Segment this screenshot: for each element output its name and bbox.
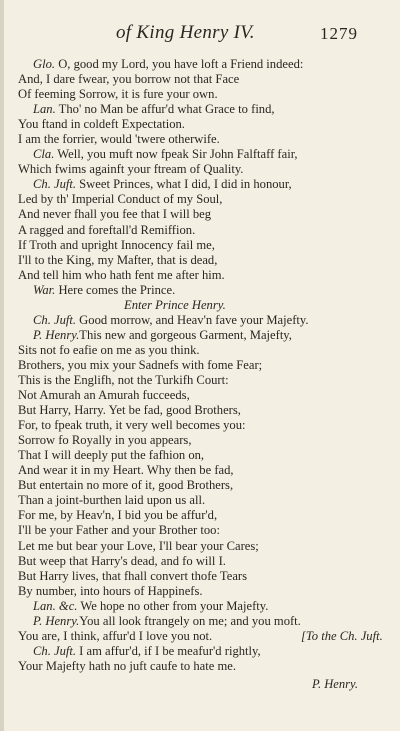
verse-text: Sweet Princes, what I did, I did in honour, <box>76 177 292 192</box>
verse-line <box>18 388 390 403</box>
verse-text: Let me but bear your Love, I'll bear your Cares; <box>18 538 259 553</box>
verse-text: Well, you muft now fpeak Sir John Falftaff fair, <box>54 147 298 162</box>
verse-line <box>18 523 390 538</box>
verse-line <box>18 448 390 463</box>
verse-text: And wear it in my Heart. Why then be fad, <box>18 463 234 478</box>
verse-text: By number, into hours of Happinefs. <box>18 583 203 598</box>
verse-line <box>18 554 390 569</box>
verse-line <box>18 238 390 253</box>
page-number: 1279 <box>320 24 358 43</box>
speaker-name: Lan. &c. <box>33 598 78 613</box>
verse-text: Sits not fo eafie on me as you think. <box>18 342 200 357</box>
verse-line <box>18 162 390 177</box>
speaker-name: Ch. Juft. <box>33 643 77 658</box>
page-header <box>0 22 400 48</box>
verse-text: That I will deeply put the fafhion on, <box>18 448 205 463</box>
verse-line <box>18 207 390 222</box>
verse-text: Not Amurah an Amurah fucceeds, <box>18 388 190 403</box>
verse-text: Good morrow, and Heav'n fave your Majefty. <box>76 312 309 327</box>
verse-text: Sorrow fo Royally in you appears, <box>18 433 192 448</box>
stage-direction <box>18 298 390 313</box>
verse-line <box>18 403 390 418</box>
verse-line <box>18 539 390 554</box>
verse-line <box>18 418 390 433</box>
verse-text: Here comes the Prince. <box>55 282 176 297</box>
verse-text: But Harry lives, that fhall convert thofe Tears <box>18 568 247 583</box>
verse-text: For me, by Heav'n, I bid you be affur'd, <box>18 508 218 523</box>
running-title: of King Henry IV. <box>116 22 255 43</box>
verse-line <box>18 508 390 523</box>
verse-text: We hope no other from your Majefty. <box>77 598 269 613</box>
verse-line <box>18 569 390 584</box>
verse-text: Than a joint-burthen laid upon us all. <box>18 493 206 508</box>
verse-text: And tell him who hath fent me after him. <box>18 267 225 282</box>
verse-line <box>18 584 390 599</box>
verse-text: You are, I think, affur'd I love you not. <box>18 628 213 643</box>
verse-line <box>18 599 390 614</box>
verse-line <box>18 644 390 659</box>
stage-direction-text: Enter Prince Henry. <box>124 297 226 312</box>
verse-line <box>18 147 390 162</box>
verse-line <box>18 283 390 298</box>
verse-text: And, I dare fwear, you borrow not that Face <box>18 72 240 87</box>
verse-line <box>18 313 390 328</box>
verse-text: You all look ftrangely on me; and you moft. <box>79 613 301 628</box>
verse-line <box>18 659 390 674</box>
verse-line <box>18 117 390 132</box>
verse-line <box>18 614 390 629</box>
verse-text: Brothers, you mix your Sadnefs with fome Fear; <box>18 357 263 372</box>
verse-text: I'll to the King, my Mafter, that is dead, <box>18 252 218 267</box>
verse-line <box>18 373 390 388</box>
speaker-name: War. <box>33 282 56 297</box>
verse-text: If Troth and upright Innocency fail me, <box>18 237 215 252</box>
verse-line <box>18 57 390 72</box>
verse-line <box>18 192 390 207</box>
verse-line <box>18 493 390 508</box>
verse-text: But weep that Harry's dead, and fo will I. <box>18 553 226 568</box>
verse-line <box>18 463 390 478</box>
verse-line <box>18 629 390 644</box>
verse-text: But Harry, Harry. Yet be fad, good Brothers, <box>18 403 241 418</box>
speaker-name: P. Henry. <box>33 613 80 628</box>
verse-text: Tho' no Man be affur'd what Grace to find, <box>55 102 275 117</box>
verse-line <box>18 358 390 373</box>
verse-line <box>18 478 390 493</box>
verse-line <box>18 433 390 448</box>
verse-text: I'll be your Father and your Brother too: <box>18 523 220 538</box>
verse-line <box>18 223 390 238</box>
aside-stage-direction: [To the Ch. Juft. <box>301 628 383 643</box>
verse-text: Led by th' Imperial Conduct of my Soul, <box>18 192 223 207</box>
speaker-name: Ch. Juft. <box>33 177 77 192</box>
verse-text: Which fwims againft your ftream of Quality. <box>18 162 244 177</box>
verse-text: This is the Englifh, not the Turkifh Court: <box>18 372 229 387</box>
verse-line <box>18 177 390 192</box>
speaker-name: Glo. <box>33 57 56 71</box>
verse-text: I am the forrier, would 'twere otherwife. <box>18 132 220 147</box>
speaker-name: P. Henry. <box>33 327 80 342</box>
verse-line <box>18 102 390 117</box>
verse-line <box>18 72 390 87</box>
verse-line <box>18 132 390 147</box>
verse-text: A ragged and foreftall'd Remiffion. <box>18 222 196 237</box>
play-text <box>18 57 390 674</box>
page-binding-edge <box>0 0 4 731</box>
verse-text: Of feeming Sorrow, it is fure your own. <box>18 87 218 102</box>
verse-line <box>18 253 390 268</box>
speaker-name: Lan. <box>33 102 56 117</box>
speaker-name: Cla. <box>33 147 55 162</box>
verse-line <box>18 343 390 358</box>
verse-text: And never fhall you fee that I will beg <box>18 207 212 222</box>
verse-text: Your Majefty hath no juft caufe to hate me. <box>18 658 237 673</box>
verse-line <box>18 87 390 102</box>
speaker-name: Ch. Juft. <box>33 312 77 327</box>
verse-text: I am affur'd, if I be meafur'd rightly, <box>76 643 261 658</box>
catchword: P. Henry. <box>312 677 358 691</box>
verse-text: You ftand in coldeft Expectation. <box>18 117 185 132</box>
verse-text: But entertain no more of it, good Brothers, <box>18 478 234 493</box>
verse-text: For, to fpeak truth, it very well becomes you: <box>18 418 246 433</box>
verse-text: This new and gorgeous Garment, Majefty, <box>79 327 292 342</box>
verse-text: O, good my Lord, you have loft a Friend indeed: <box>55 57 304 71</box>
verse-line <box>18 328 390 343</box>
verse-line <box>18 268 390 283</box>
